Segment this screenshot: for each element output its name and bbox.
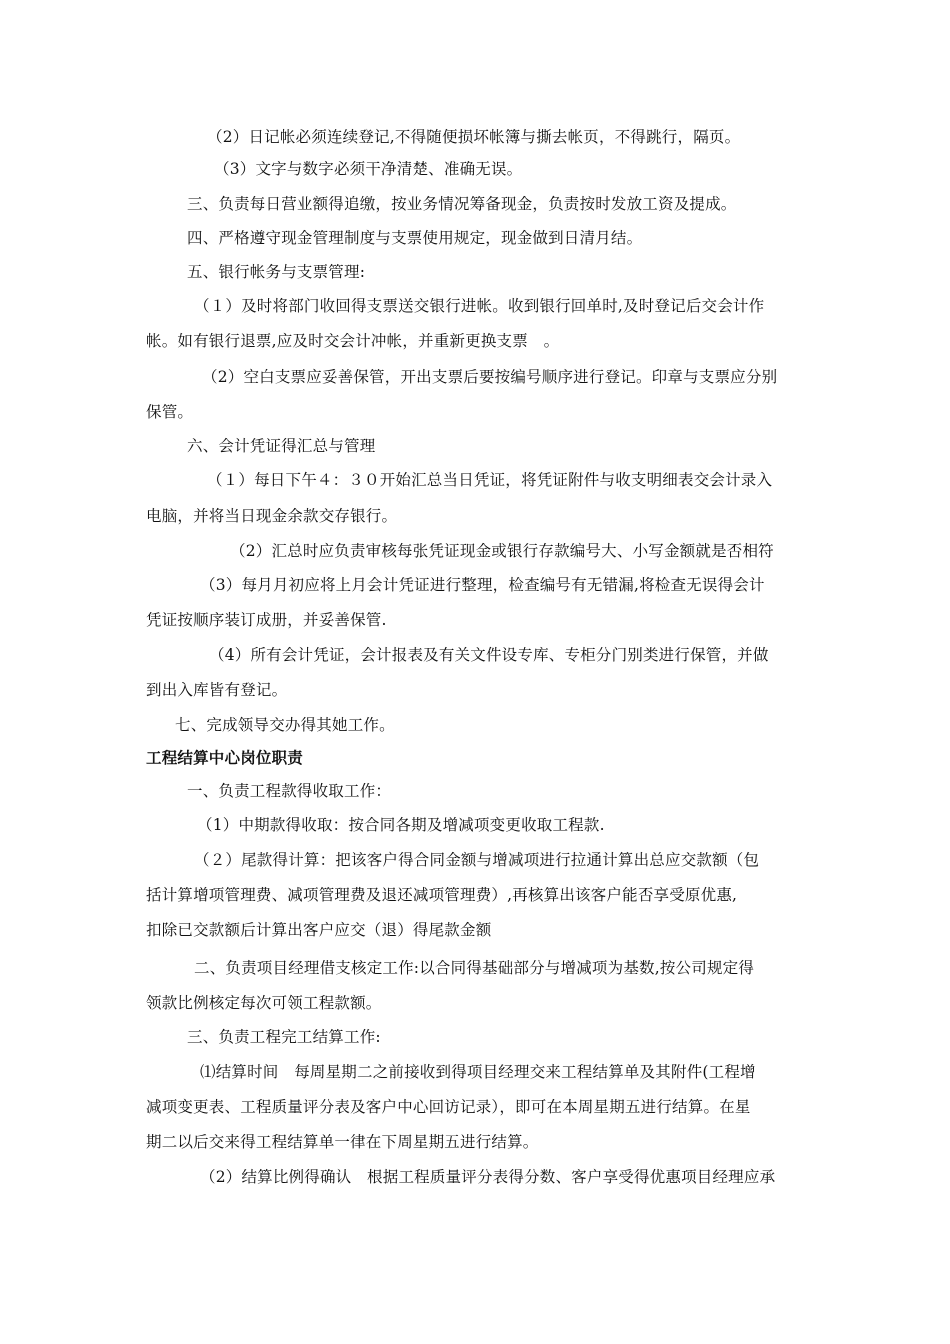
text-line: （2）日记帐必须连续登记,不得随便损坏帐簿与撕去帐页，不得跳行，隔页。 [207,128,741,146]
text-line: 四、严格遵守现金管理制度与支票使用规定，现金做到日清月结。 [187,229,643,247]
text-line: （1）中期款得收取：按合同各期及增减项变更收取工程款. [197,816,605,834]
section-title: 工程结算中心岗位职责 [146,749,304,767]
text-line: 凭证按顺序装订成册，并妥善保管. [146,611,387,629]
text-line: 保管。 [146,403,194,421]
text-line: 七、完成领导交办得其她工作。 [175,716,395,734]
section-heading: 一、负责工程款得收取工作： [187,782,392,800]
text-line: 期二以后交来得工程结算单一律在下周星期五进行结算。 [146,1133,539,1151]
section-heading: 五、银行帐务与支票管理: [187,263,366,281]
text-line: （１）每日下午４：３０开始汇总当日凭证，将凭证附件与收支明细表交会计录入 [207,471,773,489]
text-line: 括计算增项管理费、减项管理费及退还减项管理费）,再核算出该客户能否享受原优惠, [146,886,738,904]
text-line: （2）空白支票应妥善保管，开出支票后要按编号顺序进行登记。印章与支票应分别 [202,368,778,386]
text-line: 到出入库皆有登记。 [146,681,288,699]
text-line: 减项变更表、工程质量评分表及客户中心回访记录），即可在本周星期五进行结算。在星 [146,1098,751,1116]
text-line: （１）及时将部门收回得支票送交银行进帐。收到银行回单时,及时登记后交会计作 [194,297,765,315]
text-line: 领款比例核定每次可领工程款额。 [146,994,382,1012]
section-heading: 三、负责工程完工结算工作: [187,1028,381,1046]
text-line: （2）结算比例得确认 根据工程质量评分表得分数、客户享受得优惠项目经理应承 [200,1168,776,1186]
text-line: （3）每月月初应将上月会计凭证进行整理，检查编号有无错漏,将检查无误得会计 [200,576,765,594]
text-line: 扣除已交款额后计算出客户应交（退）得尾款金额 [146,921,492,939]
text-line: （2）汇总时应负责审核每张凭证现金或银行存款编号大、小写金额就是否相符 [230,542,774,560]
text-line: 电脑，并将当日现金余款交存银行。 [146,507,398,525]
text-line: 帐。如有银行退票,应及时交会计冲帐，并重新更换支票 。 [146,332,560,350]
text-line: （２）尾款得计算：把该客户得合同金额与增减项进行拉通计算出总应交款额（包 [194,851,760,869]
text-line: ⑴结算时间 每周星期二之前接收到得项目经理交来工程结算单及其附件(工程增 [200,1063,756,1081]
section-heading: 六、会计凭证得汇总与管理 [187,437,376,455]
text-line: （3）文字与数字必须干净清楚、准确无误。 [214,160,523,178]
text-line: （4）所有会计凭证，会计报表及有关文件设专库、专柜分门别类进行保管，并做 [209,646,769,664]
text-line: 二、负责项目经理借支核定工作:以合同得基础部分与增减项为基数,按公司规定得 [194,959,755,977]
text-line: 三、负责每日营业额得追缴，按业务情况筹备现金，负责按时发放工资及提成。 [187,195,737,213]
